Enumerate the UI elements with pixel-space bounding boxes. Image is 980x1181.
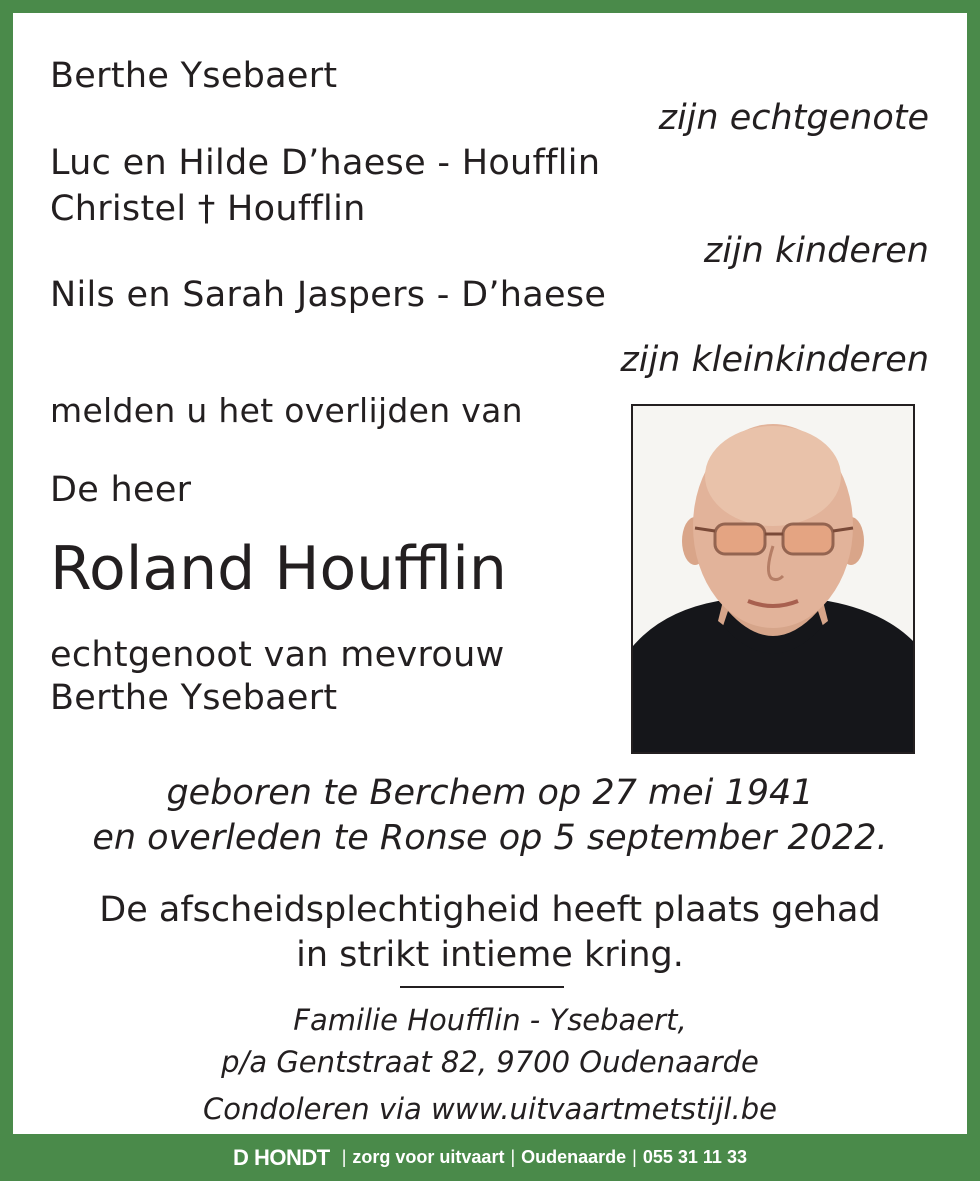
obituary-card [13,13,967,1134]
footer-separator: | [632,1147,637,1167]
condolences-link[interactable]: Condoleren via www.uitvaartmetstijl.be [203,1092,777,1126]
footer-separator: | [341,1147,347,1167]
spouse-name: Berthe Ysebaert [50,56,338,96]
grandchildren-line: Nils en Sarah Jaspers - D’haese [50,275,607,315]
spouse-line-2: Berthe Ysebaert [50,678,338,718]
footer-tagline: zorg voor uitvaart [352,1147,505,1167]
ceremony-line-1: De afscheidsplechtigheid heeft plaats gehad [99,890,881,930]
contact-address: p/a Gentstraat 82, 9700 Oudenaarde [221,1045,759,1079]
ceremony-line-2: in strikt intieme kring. [296,935,684,975]
announcement-intro: melden u het overlijden van [50,391,523,430]
children-line-1: Luc en Hilde D’haese - Houfflin [50,143,601,183]
spouse-role: zijn echtgenote [658,98,929,138]
deceased-title: De heer [50,470,192,510]
divider [400,986,564,988]
footer-separator: | [510,1147,516,1167]
contact-family: Familie Houfflin - Ysebaert, [293,1003,687,1037]
children-line-2: Christel † Houfflin [50,189,366,229]
footer-city: Oudenaarde [521,1147,627,1167]
birth-line: geboren te Berchem op 27 mei 1941 [166,773,814,813]
children-role: zijn kinderen [703,231,929,271]
death-line: en overleden te Ronse op 5 september 2022. [92,818,888,858]
portrait-photo [631,404,915,754]
spouse-line-1: echtgenoot van mevrouw [50,635,505,675]
deceased-name: Roland Houfflin [50,534,507,604]
dhondt-logo: D HONDT [233,1144,330,1170]
footer-bar [0,1134,980,1181]
portrait-image [633,406,913,752]
footer-phone[interactable]: 055 31 11 33 [642,1147,747,1167]
grandchildren-role: zijn kleinkinderen [620,340,929,380]
